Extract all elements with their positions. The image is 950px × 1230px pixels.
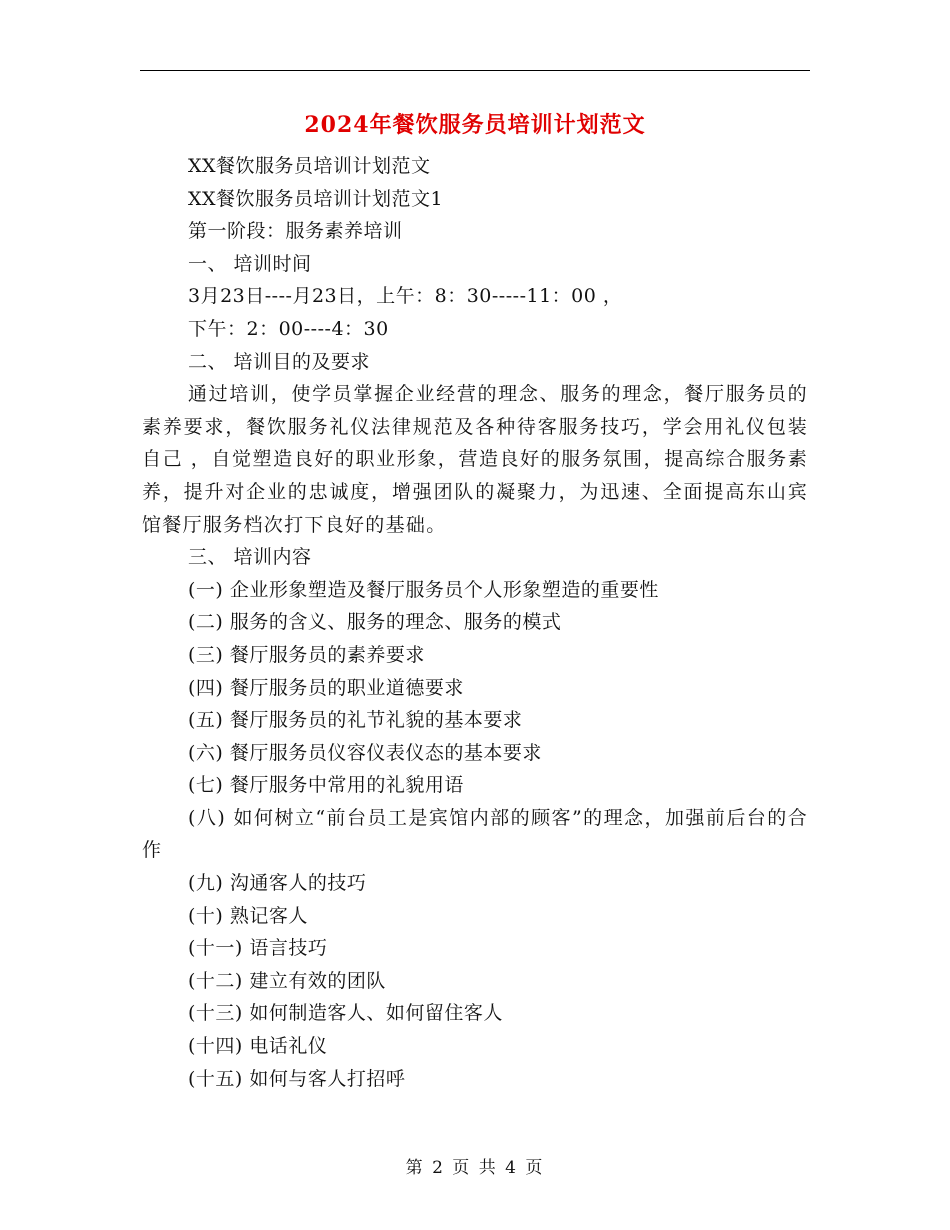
document-title: 2024年餐饮服务员培训计划范文 (304, 112, 646, 138)
content-item: (十一) 语言技巧 (188, 937, 328, 960)
section-heading: 二、 培训目的及要求 (188, 350, 371, 373)
content-item: (五) 餐厅服务员的礼节礼貌的基本要求 (188, 709, 523, 732)
content-item: (十) 熟记客人 (188, 904, 308, 927)
content-item: (二) 服务的含义、服务的理念、服务的模式 (188, 611, 562, 634)
content-item: (十四) 电话礼仪 (188, 1035, 328, 1058)
header-rule (140, 70, 810, 71)
content-item-wrapped: (八) 如何树立“前台员工是宾馆内部的顾客”的理念，加强前后台的合作 (142, 806, 808, 862)
content-item: (十三) 如何制造客人、如何留住客人 (188, 1002, 503, 1025)
subtitle-line: XX餐饮服务员培训计划范文 (188, 155, 431, 177)
content-item: (四) 餐厅服务员的职业道德要求 (188, 676, 464, 699)
content-item: (十二) 建立有效的团队 (188, 969, 386, 992)
page-number: 第 2 页 共 4 页 (405, 1158, 545, 1178)
schedule-line: 下午：2：00----4：30 (188, 317, 389, 340)
content-item: (六) 餐厅服务员仪容仪表仪态的基本要求 (188, 741, 542, 764)
subtitle-line: XX餐饮服务员培训计划范文1 (188, 187, 444, 210)
content-item: (三) 餐厅服务员的素养要求 (188, 643, 425, 666)
section-heading: 三、 培训内容 (188, 546, 312, 569)
document-body (142, 150, 808, 1095)
content-item: (七) 餐厅服务中常用的礼貌用语 (188, 774, 464, 797)
content-item: (九) 沟通客人的技巧 (188, 872, 367, 895)
content-item: (十五) 如何与客人打招呼 (188, 1067, 406, 1090)
content-item: (一) 企业形象塑造及餐厅服务员个人形象塑造的重要性 (188, 578, 659, 601)
section-heading: 一、 培训时间 (188, 252, 312, 275)
purpose-paragraph: 通过培训，使学员掌握企业经营的理念、服务的理念，餐厅服务员的素养要求，餐饮服务礼仪法律规范及各种待客服务技巧，学会用礼仪包装自己 ，自觉塑造良好的职业形象，营造良好的服务氛围，提高综合服务素养，提升对企业的忠诚度，增强团队的凝聚力，为迅速、全面提高东山宾馆餐厅服务档次打下良好的基础。 (142, 383, 808, 536)
stage-heading: 第一阶段：服务素养培训 (188, 220, 403, 243)
schedule-line: 3月23日----月23日，上午：8：30-----11：00 ， (188, 285, 623, 308)
